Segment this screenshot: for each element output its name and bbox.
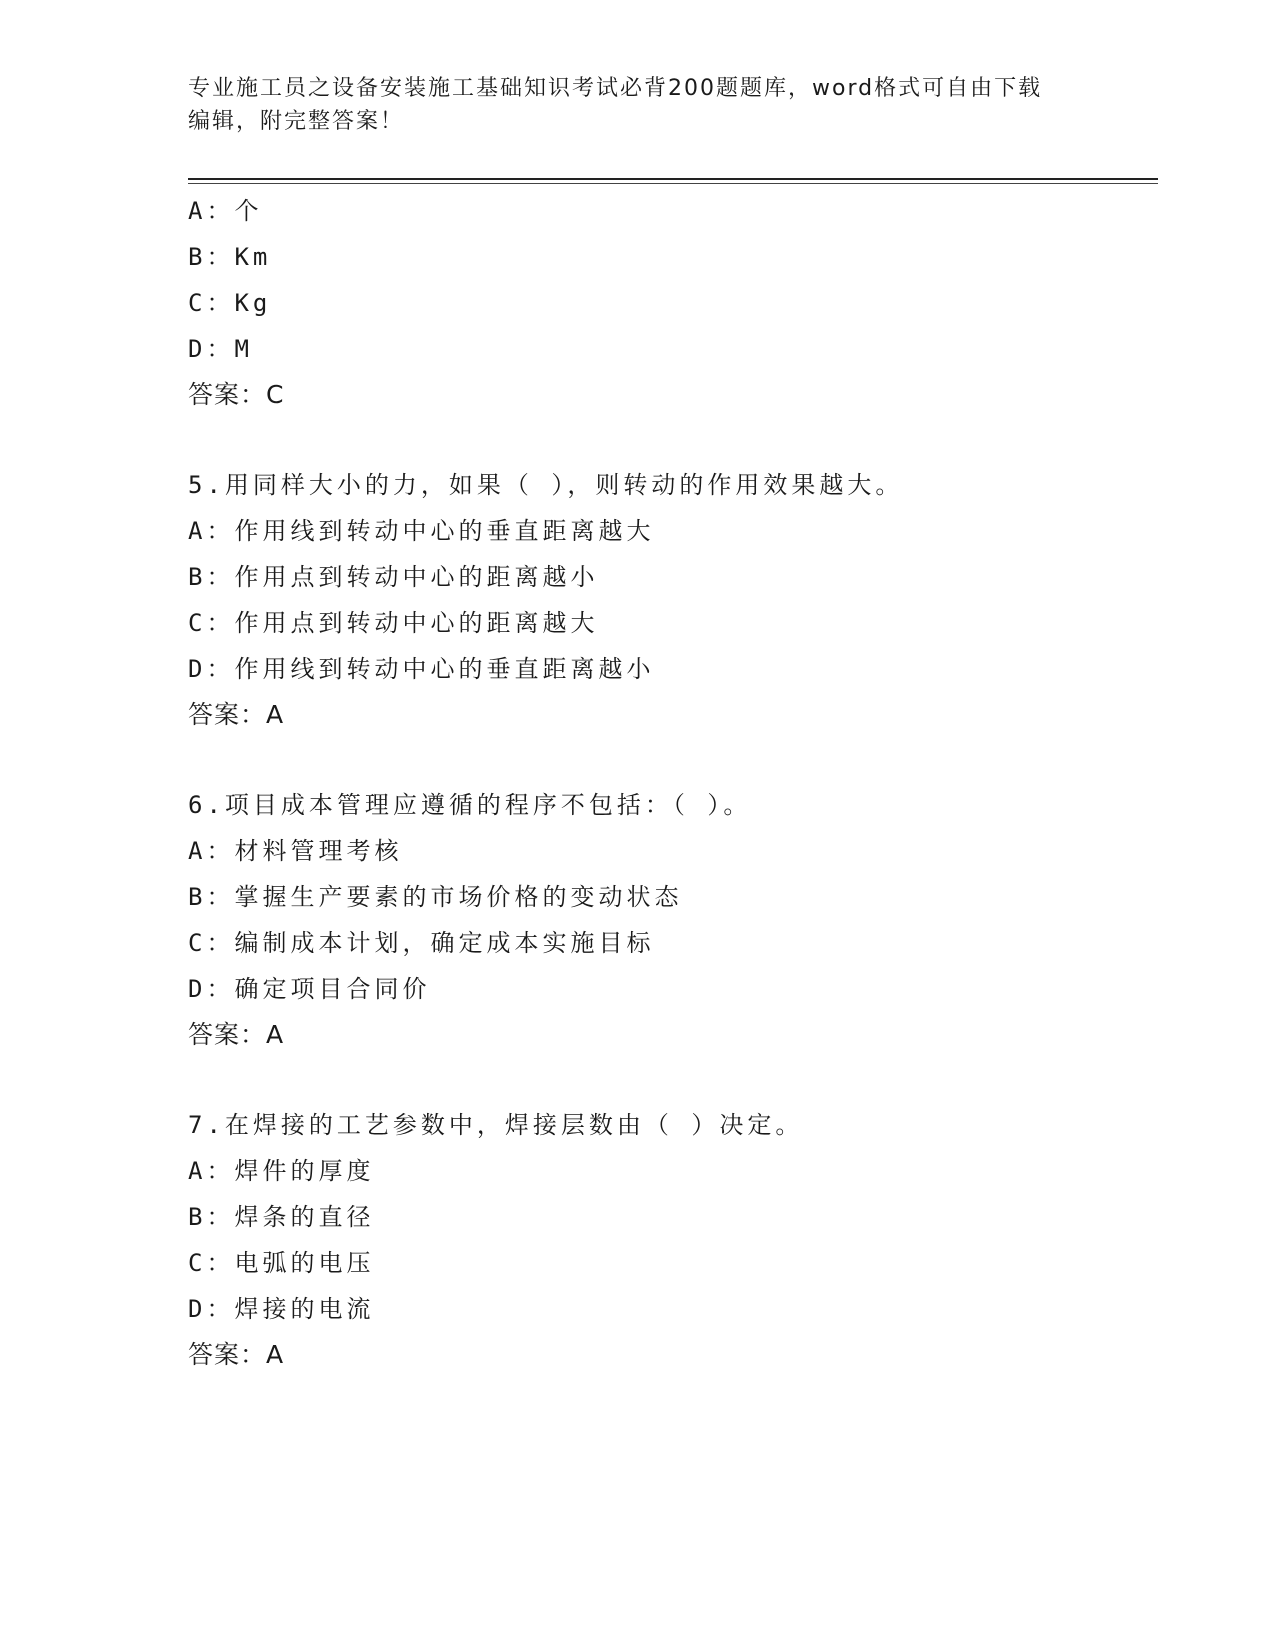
question-5-option-d: D：作用线到转动中心的垂直距离越小 — [188, 655, 655, 683]
question-4-option-a: A：个 — [188, 197, 263, 225]
question-4-option-c: C：Kg — [188, 289, 272, 317]
question-5-option-a: A：作用线到转动中心的垂直距离越大 — [188, 517, 655, 545]
question-spacer — [188, 1058, 1148, 1102]
header-title-line2: 编辑，附完整答案！ — [188, 109, 405, 134]
document-header — [188, 72, 1088, 138]
question-spacer — [188, 738, 1148, 782]
header-title-line1: 专业施工员之设备安装施工基础知识考试必背200题题库，word格式可自由下载 — [188, 76, 1043, 101]
question-4 — [188, 188, 1148, 418]
question-6-option-a: A：材料管理考核 — [188, 837, 403, 865]
question-6-stem: 6.项目成本管理应遵循的程序不包括：（ ）。 — [188, 791, 752, 819]
question-list — [188, 188, 1148, 1378]
question-4-option-d: D：M — [188, 335, 253, 363]
question-6-option-c: C：编制成本计划，确定成本实施目标 — [188, 929, 655, 957]
question-5 — [188, 462, 1148, 738]
question-6-option-d: D：确定项目合同价 — [188, 975, 431, 1003]
question-5-answer: 答案：A — [188, 700, 285, 729]
question-7-option-a: A：焊件的厚度 — [188, 1157, 375, 1185]
question-5-option-c: C：作用点到转动中心的距离越大 — [188, 609, 599, 637]
question-7-option-d: D：焊接的电流 — [188, 1295, 375, 1323]
question-5-option-b: B：作用点到转动中心的距离越小 — [188, 563, 599, 591]
question-6 — [188, 782, 1148, 1058]
question-spacer — [188, 418, 1148, 462]
question-4-answer: 答案：C — [188, 380, 285, 409]
question-6-answer: 答案：A — [188, 1020, 285, 1049]
question-7 — [188, 1102, 1148, 1378]
question-7-option-b: B：焊条的直径 — [188, 1203, 375, 1231]
question-4-option-b: B：Km — [188, 243, 272, 271]
question-5-stem: 5.用同样大小的力，如果（ ），则转动的作用效果越大。 — [188, 471, 904, 499]
question-7-answer: 答案：A — [188, 1340, 285, 1369]
question-6-option-b: B：掌握生产要素的市场价格的变动状态 — [188, 883, 683, 911]
question-7-stem: 7.在焊接的工艺参数中，焊接层数由（ ）决定。 — [188, 1111, 804, 1139]
header-divider-thin — [188, 183, 1158, 184]
header-divider-thick — [188, 178, 1158, 180]
question-7-option-c: C：电弧的电压 — [188, 1249, 375, 1277]
